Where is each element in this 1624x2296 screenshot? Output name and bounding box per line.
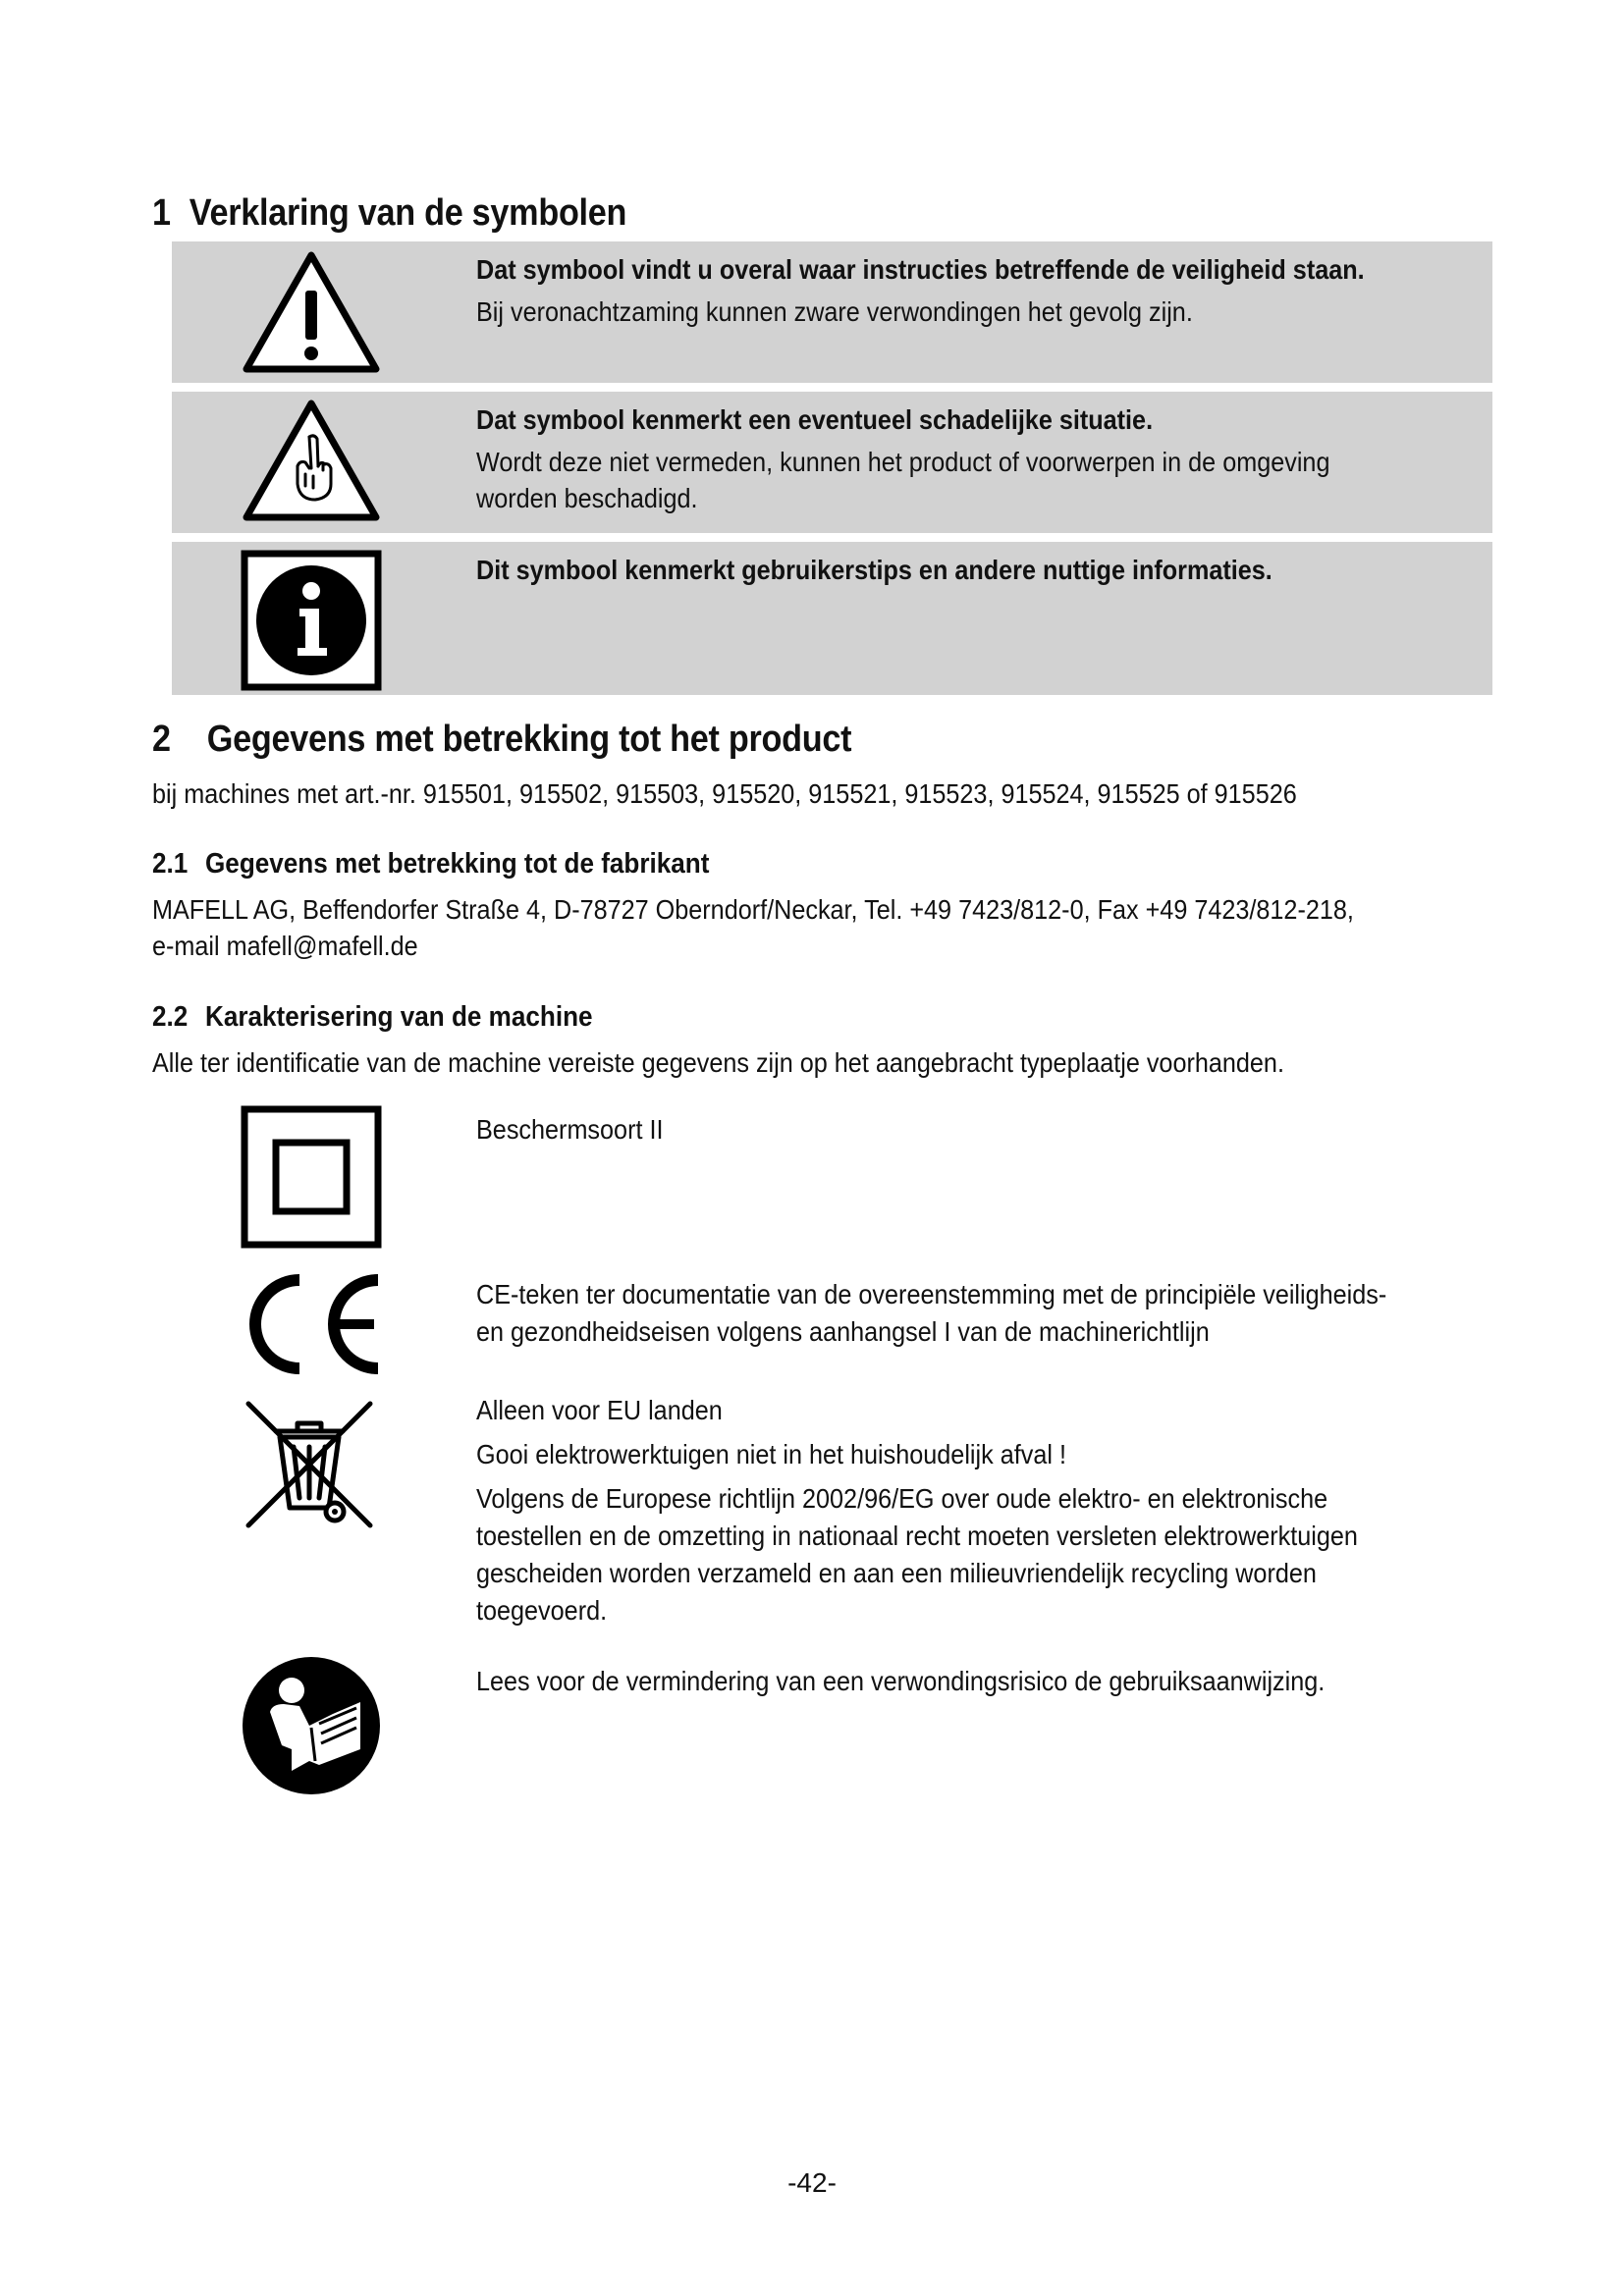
symbol-description <box>476 251 1365 330</box>
warning-triangle-hand-icon <box>241 398 382 530</box>
mark-line: Beschermsoort II <box>476 1114 664 1145</box>
protection-class-ii-icon <box>241 1105 382 1254</box>
mark-line: Alleen voor EU landen <box>476 1395 723 1425</box>
page-number: -42- <box>787 2167 837 2198</box>
mark-description <box>476 1663 1325 1707</box>
subsection-2-1-heading <box>152 848 709 881</box>
section-2-heading <box>152 719 851 761</box>
symbol-description <box>476 401 1329 516</box>
section-title: Verklaring van de symbolen <box>189 192 627 234</box>
manufacturer-details <box>152 891 1354 964</box>
section-number: 1 <box>152 192 171 234</box>
warning-triangle-exclamation-icon <box>241 249 382 382</box>
subsection-title: Gegevens met betrekking tot de fabrikant <box>205 848 710 880</box>
symbol-line: worden beschadigd. <box>476 483 698 513</box>
product-intro: bij machines met art.-nr. 915501, 915502, 915503, 915520, 915521, 915523, 915524, 915525 of 915526 <box>152 778 1297 809</box>
mark-line: toestellen en de omzetting in nationaal recht moeten versleten elektrowerktuigen <box>476 1521 1358 1551</box>
symbol-row-info <box>172 542 1492 695</box>
section-1-heading <box>152 192 626 235</box>
mark-line: Volgens de Europese richtlijn 2002/96/EG over oude elektro- en elektronische <box>476 1483 1328 1514</box>
section-title: Gegevens met betrekking tot het product <box>206 719 852 760</box>
mark-description <box>476 1276 1386 1351</box>
manufacturer-email: e-mail mafell@mafell.de <box>152 931 418 961</box>
crossed-out-bin-icon <box>241 1398 378 1536</box>
mark-line: Lees voor de vermindering van een verwondingsrisico de gebruiksaanwijzing. <box>476 1666 1326 1696</box>
subsection-title: Karakterisering van de machine <box>205 1001 593 1033</box>
mark-line: gescheiden worden verzameld en aan een milieuvriendelijk recycling worden <box>476 1558 1317 1588</box>
read-manual-icon <box>241 1655 382 1801</box>
mark-line: CE-teken ter documentatie van de overeenstemming met de principiële veiligheids- <box>476 1279 1387 1309</box>
symbol-heading: Dat symbool vindt u overal waar instructies betreffende de veiligheid staan. <box>476 254 1365 285</box>
machine-intro: Alle ter identificatie van de machine vereiste gegevens zijn op het aangebracht typeplaatje voorhanden. <box>152 1047 1284 1078</box>
subsection-number: 2.2 <box>152 1001 189 1033</box>
symbol-line: Bij veronachtzaming kunnen zware verwondingen het gevolg zijn. <box>476 296 1193 327</box>
symbol-row-caution <box>172 392 1492 533</box>
symbol-description <box>476 552 1272 594</box>
subsection-2-2-heading <box>152 1001 593 1034</box>
mark-description <box>476 1392 1358 1629</box>
section-number: 2 <box>152 719 171 760</box>
subsection-number: 2.1 <box>152 848 189 880</box>
mark-line: Gooi elektrowerktuigen niet in het huishoudelijk afval ! <box>476 1439 1066 1469</box>
symbol-line: Wordt deze niet vermeden, kunnen het product of voorwerpen in de omgeving <box>476 447 1330 477</box>
mark-description <box>476 1111 663 1155</box>
mark-line: toegevoerd. <box>476 1595 608 1626</box>
symbol-row-warning <box>172 241 1492 383</box>
symbol-heading: Dit symbool kenmerkt gebruikerstips en andere nuttige informaties. <box>476 555 1272 585</box>
ce-mark-icon <box>241 1272 382 1381</box>
symbol-heading: Dat symbool kenmerkt een eventueel schadelijke situatie. <box>476 404 1154 435</box>
mark-line: en gezondheidseisen volgens aanhangsel I van de machinerichtlijn <box>476 1316 1210 1347</box>
info-icon <box>241 550 382 696</box>
manufacturer-address: MAFELL AG, Beffendorfer Straße 4, D-78727 Oberndorf/Neckar, Tel. +49 7423/812-0, Fax +49 7423/812-218, <box>152 894 1354 925</box>
